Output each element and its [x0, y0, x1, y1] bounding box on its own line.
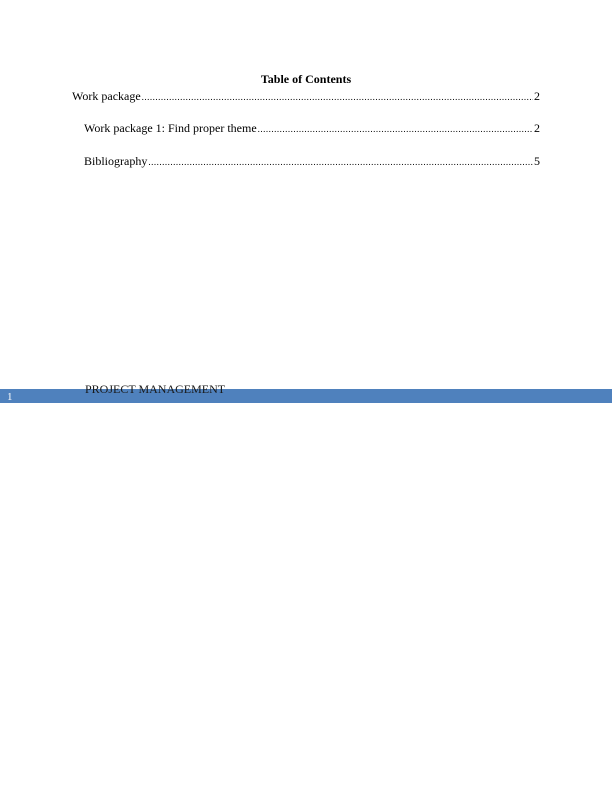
toc-dot-leader	[258, 121, 533, 137]
toc-entry-page-number: 2	[534, 89, 540, 103]
toc-entry-label: Work package	[72, 89, 141, 103]
toc-entry-work-package-1[interactable]	[84, 120, 540, 137]
toc-entry-work-package[interactable]	[72, 88, 540, 105]
toc-entry-label: Work package 1: Find proper theme	[84, 121, 257, 135]
toc-title: Table of Contents	[260, 72, 352, 86]
toc-dot-leader	[148, 154, 533, 170]
toc-entry-page-number: 5	[534, 154, 540, 168]
toc-dot-leader	[142, 89, 533, 105]
page-number: 1	[7, 391, 13, 403]
toc-entry-page-number: 2	[534, 121, 540, 135]
toc-entry-label: Bibliography	[84, 154, 148, 168]
running-header-label: PROJECT MANAGEMENT	[85, 382, 226, 396]
toc-entry-bibliography[interactable]	[84, 153, 540, 170]
